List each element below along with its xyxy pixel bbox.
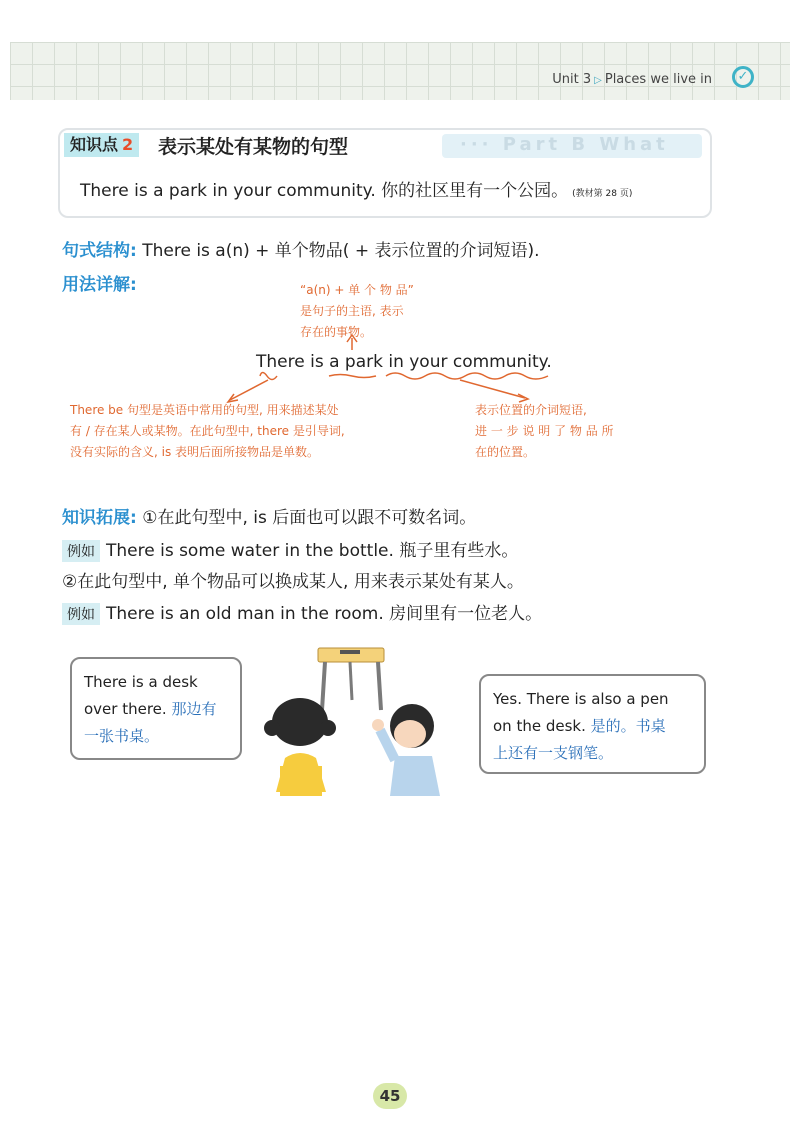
extension-example-2 <box>62 599 542 625</box>
extension-point-2: ②在此句型中, 单个物品可以换成某人, 用来表示某处有某人。 <box>62 572 524 592</box>
extension-example-1 <box>62 536 518 562</box>
annotated-sentence: There is a park in your community. <box>256 352 552 372</box>
note-there-be-line: There be 句型是英语中常用的句型, 用来描述某处 <box>70 403 339 417</box>
example-2-text: There is an old man in the room. 房间里有一位老人。 <box>106 604 543 624</box>
note-prep-line: 表示位置的介词短语, <box>475 403 587 417</box>
kp-tag-label: 知识点 <box>70 135 119 154</box>
note-there-be-line: 没有实际的含义, is 表明后面所接物品是单数。 <box>70 445 320 459</box>
note-there-be-line: 有 / 存在某人或某物。在此句型中, there 是引导词, <box>70 424 345 438</box>
extension-line-1 <box>62 503 476 528</box>
note-there-be <box>70 400 345 463</box>
example-english: There is a park in your community. <box>80 181 376 201</box>
bubble-right-en-2: on the desk. <box>493 717 586 735</box>
bubble-left-cn-1: 那边有 <box>171 700 217 718</box>
bubble-right-en-1: Yes. There is also a pen <box>493 690 669 708</box>
structure-text: There is a(n) + 单个物品( + 表示位置的介词短语). <box>142 241 540 261</box>
textbook-reference: (教材第 28 页) <box>572 189 633 199</box>
speech-bubble-left <box>70 657 242 760</box>
bubble-right-cn-2: 上还有一支钢笔。 <box>493 744 614 762</box>
unit-logo-icon: ✓ <box>732 66 754 88</box>
note-prep-line: 进 一 步 说 明 了 物 品 所 <box>475 424 614 438</box>
unit-title: Places we live in <box>604 72 712 87</box>
usage-label: 用法详解: <box>62 275 137 295</box>
example-tag: 例如 <box>62 603 100 625</box>
bubble-left-en-1: There is a desk <box>84 673 198 691</box>
extension-point-1: ①在此句型中, is 后面也可以跟不可数名词。 <box>142 508 477 528</box>
example-chinese: 你的社区里有一个公园。 <box>381 181 569 201</box>
note-prep-phrase <box>475 400 614 463</box>
note-subject-line: 存在的事物。 <box>300 325 373 339</box>
box-decoration: ··· Part B What <box>442 134 702 158</box>
example-tag: 例如 <box>62 540 100 562</box>
bullet-icon: ▷ <box>594 75 602 86</box>
bubble-right-cn-1: 是的。书桌 <box>590 717 666 735</box>
speech-bubble-right <box>479 674 706 774</box>
note-subject-line: 是句子的主语, 表示 <box>300 304 404 318</box>
example-1-text: There is some water in the bottle. 瓶子里有些水。 <box>106 541 519 561</box>
unit-number: Unit 3 <box>552 72 592 87</box>
structure-label: 句式结构: <box>62 241 137 261</box>
bubble-left-cn-2: 一张书桌。 <box>84 727 160 745</box>
note-prep-line: 在的位置。 <box>475 445 536 459</box>
extension-line-2 <box>62 567 524 592</box>
page-number: 45 <box>373 1083 407 1109</box>
kp-number: 2 <box>122 135 134 154</box>
extension-label: 知识拓展: <box>62 508 137 528</box>
bubble-left-en-2: over there. <box>84 700 167 718</box>
knowledge-point-title: 表示某处有某物的句型 <box>158 136 349 158</box>
note-subject-line: “a(n) + 单 个 物 品” <box>300 283 414 297</box>
